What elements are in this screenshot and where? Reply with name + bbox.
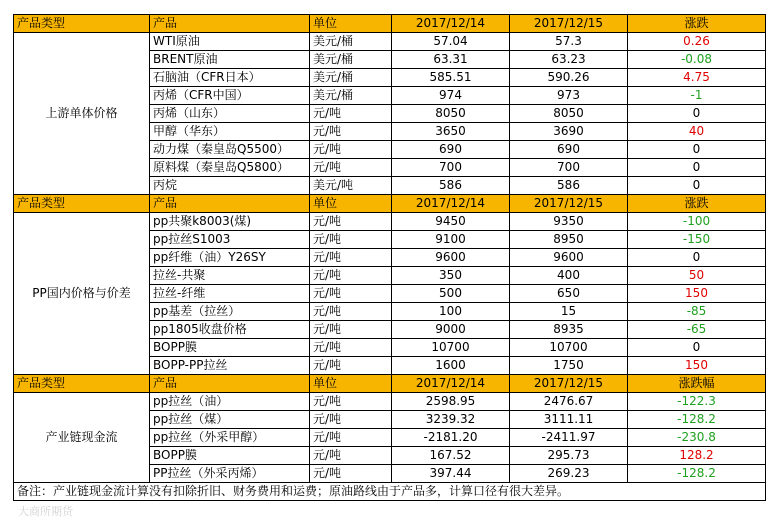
value-date-2-cell: 1750 bbox=[510, 357, 628, 375]
value-date-1-cell: -2181.20 bbox=[392, 429, 510, 447]
change-cell: -85 bbox=[628, 303, 766, 321]
value-date-2-cell: 9600 bbox=[510, 249, 628, 267]
category-cell: 产业链现金流 bbox=[14, 393, 150, 483]
value-date-2-cell: 3111.11 bbox=[510, 411, 628, 429]
value-date-2-cell: 2476.67 bbox=[510, 393, 628, 411]
change-cell: 0 bbox=[628, 141, 766, 159]
unit-cell: 元/吨 bbox=[310, 123, 392, 141]
unit-cell: 元/吨 bbox=[310, 249, 392, 267]
header-product: 产品 bbox=[150, 195, 310, 213]
unit-cell: 元/吨 bbox=[310, 141, 392, 159]
change-cell: 0 bbox=[628, 159, 766, 177]
unit-cell: 元/吨 bbox=[310, 159, 392, 177]
product-cell: BOPP膜 bbox=[150, 447, 310, 465]
value-date-1-cell: 3650 bbox=[392, 123, 510, 141]
header-product-type: 产品类型 bbox=[14, 375, 150, 393]
header-date-2: 2017/12/15 bbox=[510, 15, 628, 33]
product-cell: BRENT原油 bbox=[150, 51, 310, 69]
section-header-row bbox=[14, 15, 766, 33]
table-row bbox=[14, 33, 766, 51]
header-product-type: 产品类型 bbox=[14, 195, 150, 213]
unit-cell: 元/吨 bbox=[310, 357, 392, 375]
value-date-1-cell: 2598.95 bbox=[392, 393, 510, 411]
watermark: 大商所期货 bbox=[18, 505, 73, 518]
header-unit: 单位 bbox=[310, 15, 392, 33]
unit-cell: 美元/桶 bbox=[310, 51, 392, 69]
value-date-1-cell: 690 bbox=[392, 141, 510, 159]
value-date-2-cell: 8050 bbox=[510, 105, 628, 123]
table-row bbox=[14, 213, 766, 231]
product-cell: 丙烷 bbox=[150, 177, 310, 195]
change-cell: -1 bbox=[628, 87, 766, 105]
value-date-2-cell: 63.23 bbox=[510, 51, 628, 69]
value-date-2-cell: 295.73 bbox=[510, 447, 628, 465]
change-cell: -128.2 bbox=[628, 411, 766, 429]
value-date-2-cell: 269.23 bbox=[510, 465, 628, 483]
value-date-2-cell: 10700 bbox=[510, 339, 628, 357]
value-date-1-cell: 585.51 bbox=[392, 69, 510, 87]
product-cell: pp拉丝（外采甲醇） bbox=[150, 429, 310, 447]
section-header-row bbox=[14, 195, 766, 213]
value-date-2-cell: 586 bbox=[510, 177, 628, 195]
product-cell: BOPP-PP拉丝 bbox=[150, 357, 310, 375]
value-date-2-cell: 57.3 bbox=[510, 33, 628, 51]
header-change: 涨跌 bbox=[628, 15, 766, 33]
change-cell: 0.26 bbox=[628, 33, 766, 51]
header-change: 涨跌幅 bbox=[628, 375, 766, 393]
change-cell: 4.75 bbox=[628, 69, 766, 87]
change-cell: 150 bbox=[628, 357, 766, 375]
value-date-2-cell: 15 bbox=[510, 303, 628, 321]
header-unit: 单位 bbox=[310, 195, 392, 213]
unit-cell: 元/吨 bbox=[310, 465, 392, 483]
unit-cell: 元/吨 bbox=[310, 267, 392, 285]
unit-cell: 元/吨 bbox=[310, 447, 392, 465]
product-cell: 石脑油（CFR日本） bbox=[150, 69, 310, 87]
change-cell: -65 bbox=[628, 321, 766, 339]
product-cell: 动力煤（秦皇岛Q5500） bbox=[150, 141, 310, 159]
product-cell: 丙烯（CFR中国） bbox=[150, 87, 310, 105]
product-cell: pp拉丝（油） bbox=[150, 393, 310, 411]
change-cell: -0.08 bbox=[628, 51, 766, 69]
change-cell: -150 bbox=[628, 231, 766, 249]
value-date-1-cell: 9600 bbox=[392, 249, 510, 267]
price-table-body bbox=[14, 15, 766, 501]
value-date-2-cell: 690 bbox=[510, 141, 628, 159]
value-date-2-cell: 650 bbox=[510, 285, 628, 303]
unit-cell: 美元/桶 bbox=[310, 69, 392, 87]
product-cell: BOPP膜 bbox=[150, 339, 310, 357]
unit-cell: 元/吨 bbox=[310, 393, 392, 411]
value-date-1-cell: 167.52 bbox=[392, 447, 510, 465]
change-cell: -100 bbox=[628, 213, 766, 231]
product-cell: 甲醇（华东） bbox=[150, 123, 310, 141]
unit-cell: 元/吨 bbox=[310, 231, 392, 249]
header-product: 产品 bbox=[150, 15, 310, 33]
value-date-2-cell: -2411.97 bbox=[510, 429, 628, 447]
unit-cell: 美元/吨 bbox=[310, 177, 392, 195]
product-cell: pp拉丝（煤） bbox=[150, 411, 310, 429]
change-cell: 0 bbox=[628, 339, 766, 357]
header-product-type: 产品类型 bbox=[14, 15, 150, 33]
product-cell: pp基差（拉丝） bbox=[150, 303, 310, 321]
change-cell: 0 bbox=[628, 177, 766, 195]
value-date-2-cell: 3690 bbox=[510, 123, 628, 141]
header-date-2: 2017/12/15 bbox=[510, 375, 628, 393]
value-date-2-cell: 9350 bbox=[510, 213, 628, 231]
value-date-1-cell: 9100 bbox=[392, 231, 510, 249]
value-date-1-cell: 500 bbox=[392, 285, 510, 303]
value-date-2-cell: 8935 bbox=[510, 321, 628, 339]
section-header-row bbox=[14, 375, 766, 393]
change-cell: 0 bbox=[628, 105, 766, 123]
value-date-1-cell: 974 bbox=[392, 87, 510, 105]
unit-cell: 元/吨 bbox=[310, 285, 392, 303]
change-cell: -128.2 bbox=[628, 465, 766, 483]
header-date-1: 2017/12/14 bbox=[392, 15, 510, 33]
value-date-1-cell: 397.44 bbox=[392, 465, 510, 483]
change-cell: 128.2 bbox=[628, 447, 766, 465]
value-date-1-cell: 700 bbox=[392, 159, 510, 177]
change-cell: -122.3 bbox=[628, 393, 766, 411]
product-cell: 丙烯（山东） bbox=[150, 105, 310, 123]
product-cell: 拉丝-共聚 bbox=[150, 267, 310, 285]
unit-cell: 美元/桶 bbox=[310, 33, 392, 51]
category-cell: PP国内价格与价差 bbox=[14, 213, 150, 375]
value-date-1-cell: 3239.32 bbox=[392, 411, 510, 429]
value-date-2-cell: 8950 bbox=[510, 231, 628, 249]
product-cell: 原料煤（秦皇岛Q5800） bbox=[150, 159, 310, 177]
header-date-1: 2017/12/14 bbox=[392, 195, 510, 213]
change-cell: 0 bbox=[628, 249, 766, 267]
product-cell: WTI原油 bbox=[150, 33, 310, 51]
value-date-1-cell: 100 bbox=[392, 303, 510, 321]
header-date-2: 2017/12/15 bbox=[510, 195, 628, 213]
value-date-2-cell: 400 bbox=[510, 267, 628, 285]
product-cell: pp共聚k8003(煤) bbox=[150, 213, 310, 231]
unit-cell: 元/吨 bbox=[310, 321, 392, 339]
header-date-1: 2017/12/14 bbox=[392, 375, 510, 393]
price-table-container bbox=[13, 14, 766, 501]
value-date-1-cell: 10700 bbox=[392, 339, 510, 357]
unit-cell: 元/吨 bbox=[310, 303, 392, 321]
unit-cell: 元/吨 bbox=[310, 339, 392, 357]
unit-cell: 美元/桶 bbox=[310, 87, 392, 105]
unit-cell: 元/吨 bbox=[310, 105, 392, 123]
value-date-1-cell: 9000 bbox=[392, 321, 510, 339]
change-cell: 150 bbox=[628, 285, 766, 303]
product-cell: 拉丝-纤维 bbox=[150, 285, 310, 303]
header-change: 涨跌 bbox=[628, 195, 766, 213]
value-date-1-cell: 350 bbox=[392, 267, 510, 285]
note-row bbox=[14, 483, 766, 501]
value-date-2-cell: 700 bbox=[510, 159, 628, 177]
change-cell: 40 bbox=[628, 123, 766, 141]
header-product: 产品 bbox=[150, 375, 310, 393]
value-date-1-cell: 586 bbox=[392, 177, 510, 195]
unit-cell: 元/吨 bbox=[310, 429, 392, 447]
unit-cell: 元/吨 bbox=[310, 411, 392, 429]
product-cell: pp纤维（油）Y26SY bbox=[150, 249, 310, 267]
table-row bbox=[14, 393, 766, 411]
value-date-1-cell: 1600 bbox=[392, 357, 510, 375]
change-cell: 50 bbox=[628, 267, 766, 285]
product-cell: pp拉丝S1003 bbox=[150, 231, 310, 249]
unit-cell: 元/吨 bbox=[310, 213, 392, 231]
value-date-1-cell: 63.31 bbox=[392, 51, 510, 69]
value-date-1-cell: 57.04 bbox=[392, 33, 510, 51]
header-unit: 单位 bbox=[310, 375, 392, 393]
note-cell: 备注：产业链现金流计算没有扣除折旧、财务费用和运费；原油路线由于产品多，计算口径有很大差异。 bbox=[14, 483, 766, 501]
change-cell: -230.8 bbox=[628, 429, 766, 447]
value-date-1-cell: 8050 bbox=[392, 105, 510, 123]
product-cell: pp1805收盘价格 bbox=[150, 321, 310, 339]
product-cell: PP拉丝（外采丙烯） bbox=[150, 465, 310, 483]
value-date-1-cell: 9450 bbox=[392, 213, 510, 231]
value-date-2-cell: 973 bbox=[510, 87, 628, 105]
price-table bbox=[13, 14, 766, 501]
value-date-2-cell: 590.26 bbox=[510, 69, 628, 87]
category-cell: 上游单体价格 bbox=[14, 33, 150, 195]
